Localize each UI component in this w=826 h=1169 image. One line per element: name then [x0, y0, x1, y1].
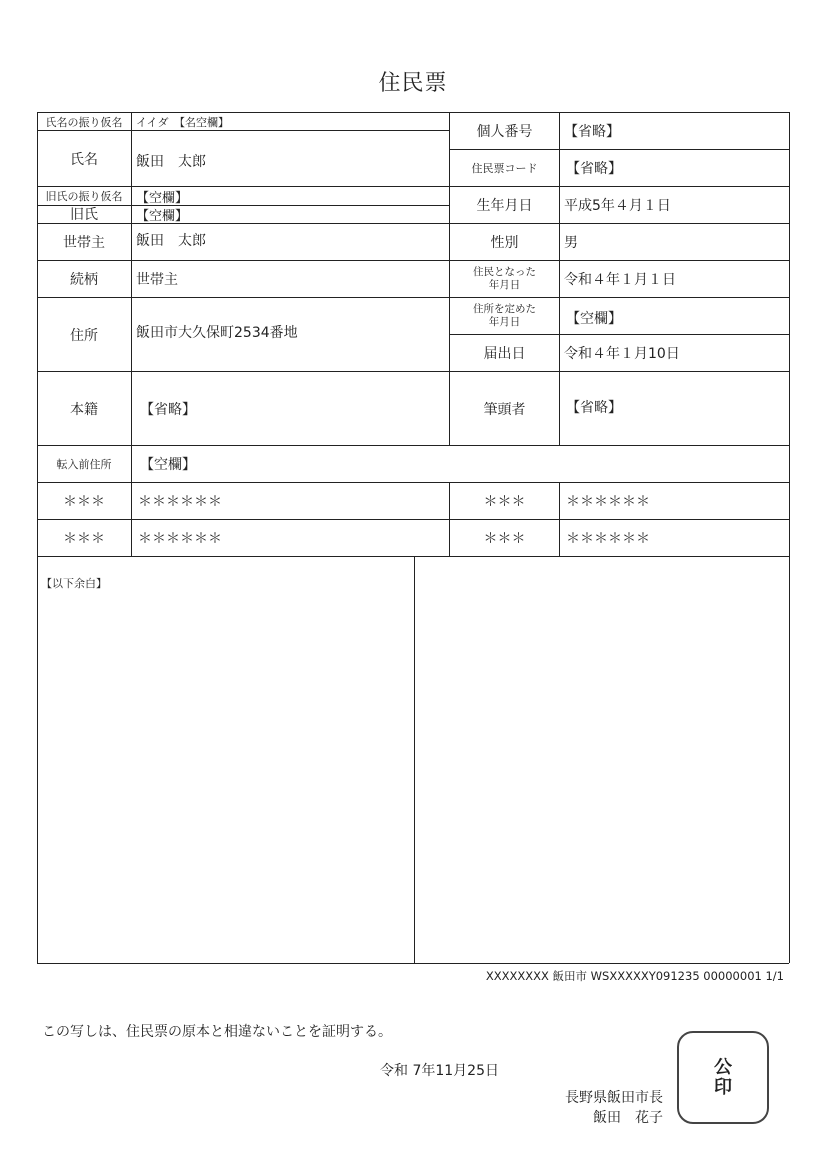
old-name-value: 【空欄】 [136, 208, 189, 224]
masked-label: ＊＊＊ [483, 494, 526, 510]
previous-address-label: 転入前住所 [56, 458, 112, 471]
masked-value: ＊＊＊＊＊＊ [138, 531, 222, 547]
address-set-label-line1: 住所を定めた [473, 303, 536, 315]
notification-date-value: 令和４年１月10日 [564, 346, 680, 362]
gender-value: 男 [564, 235, 578, 251]
page-title: 住民票 [378, 71, 448, 96]
old-furigana-value: 【空欄】 [136, 190, 189, 206]
birthdate-label: 生年月日 [476, 198, 533, 214]
became-resident-label [450, 261, 559, 297]
old-furigana-label: 旧氏の振り仮名 [45, 190, 123, 203]
table-border-right [789, 112, 790, 963]
became-resident-value: 令和４年１月１日 [564, 272, 676, 288]
remarks-text: 【以下余白】 [41, 577, 107, 590]
household-head-label: 世帯主 [63, 235, 105, 251]
became-resident-label-line2: 年月日 [488, 279, 521, 291]
birthdate-value: 平成5年４月１日 [564, 198, 671, 214]
issue-date: 令和 7年11月25日 [380, 1063, 499, 1079]
domicile-label: 本籍 [70, 401, 98, 418]
address-set-label-line2: 年月日 [488, 316, 521, 328]
resident-code-label: 住民票コード [471, 162, 538, 175]
head-of-register-label: 筆頭者 [483, 401, 526, 418]
divider [414, 556, 415, 963]
became-resident-label-line1: 住民となった [473, 266, 536, 278]
table-border-bottom [37, 963, 789, 964]
my-number-label: 個人番号 [476, 124, 533, 140]
name-value: 飯田 太郎 [136, 154, 206, 170]
previous-address-value: 【空欄】 [140, 457, 196, 473]
official-seal [677, 1031, 769, 1124]
old-name-label: 旧氏 [70, 207, 98, 223]
masked-label: ＊＊＊ [483, 531, 526, 547]
furigana-value: イイダ 【名空欄】 [136, 115, 229, 129]
masked-label: ＊＊＊ [63, 531, 105, 547]
domicile-value: 【省略】 [140, 401, 196, 418]
seal-char-1: 公 [714, 1056, 732, 1078]
issuer-name: 飯田 花子 [593, 1110, 663, 1126]
divider [37, 556, 789, 557]
issuer-title: 長野県飯田市長 [565, 1090, 663, 1106]
address-set-value: 【空欄】 [566, 311, 622, 327]
my-number-value: 【省略】 [564, 124, 620, 140]
address-value: 飯田市大久保町2534番地 [136, 325, 298, 341]
head-of-register-value: 【省略】 [566, 400, 622, 416]
furigana-label: 氏名の振り仮名 [45, 115, 123, 129]
seal-char-2: 印 [714, 1076, 732, 1098]
gender-label: 性別 [490, 235, 519, 251]
household-head-value: 飯田 太郎 [136, 233, 206, 249]
masked-value: ＊＊＊＊＊＊ [138, 494, 222, 510]
masked-label: ＊＊＊ [63, 494, 105, 510]
address-set-label [450, 298, 559, 334]
address-label: 住所 [70, 327, 98, 344]
masked-value: ＊＊＊＊＊＊ [566, 494, 650, 510]
notification-date-label: 届出日 [483, 346, 526, 362]
certification-text: この写しは、住民票の原本と相違ないことを証明する。 [42, 1024, 392, 1040]
name-label: 氏名 [70, 151, 98, 168]
relationship-value: 世帯主 [136, 272, 178, 288]
relationship-label: 続柄 [70, 272, 98, 288]
masked-value: ＊＊＊＊＊＊ [566, 531, 650, 547]
resident-code-value: 【省略】 [566, 161, 622, 177]
document-code: XXXXXXXX 飯田市 WSXXXXXY091235 00000001 1/1 [485, 969, 784, 983]
